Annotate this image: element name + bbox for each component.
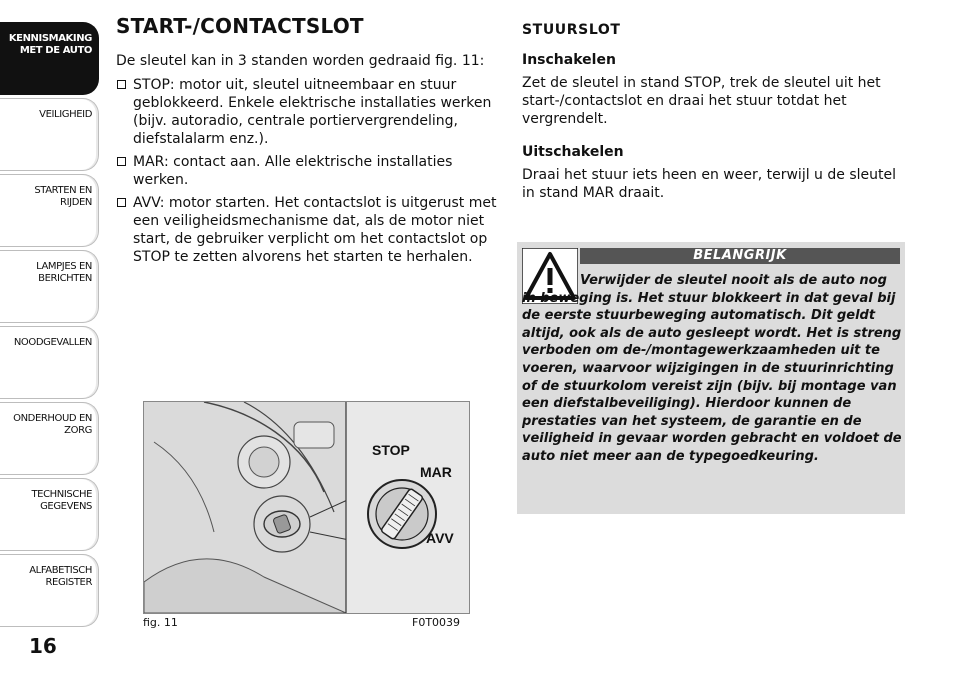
figure-caption: fig. 11 (143, 616, 178, 629)
section-title: STUURSLOT (522, 22, 621, 38)
tab-noodgevallen[interactable]: NOODGEVALLEN (0, 326, 99, 399)
subheading-uitschakelen: Uitschakelen (522, 144, 624, 160)
tab-lampjes-en-berichten[interactable]: LAMPJES EN BERICHTEN (0, 250, 99, 323)
ignition-figure (143, 401, 470, 614)
list-item (116, 153, 498, 189)
key-label-mar: MAR (420, 464, 452, 480)
checkbox-bullet-icon (117, 157, 126, 166)
list-item-text: STOP: motor uit, sleutel uitneembaar en stuur geblokkeerd. Enkele elektrische installaties werken (bijv. autoradio, centrale portiervergrendeling, diefstalalarm enz.). (133, 77, 492, 147)
list-item-text: MAR: contact aan. Alle elektrische installaties werken. (133, 154, 453, 188)
key-positions-list (116, 76, 498, 266)
ignition-illustration (144, 402, 469, 613)
tab-starten-en-rijden[interactable]: STARTEN EN RIJDEN (0, 174, 99, 247)
page-number: 16 (29, 634, 57, 658)
warning-text: Verwijder de sleutel nooit als de auto nog in beweging is. Het stuur blokkeert in dat geval bij de eerste stuurbeweging automatisch. Dit geldt altijd, ook als de auto gesleept wordt. Het is streng verboden om de-/montagewerkzaamheden uit te voeren, waarvoor wijzigingen in de stuurinrichting of de stuurkolom vereist zijn (bijv. bij montage van een diefstalbeveiliging). Hierdoor kunnen de prestaties van het systeem, de garantie en de veiligheid in gevaar worden gebracht en voldoet de auto niet meer aan de typegoedkeuring. (522, 273, 902, 464)
section-title: START-/CONTACTSLOT (116, 14, 364, 38)
tab-alfabetisch-register[interactable]: ALFABETISCH REGISTER (0, 554, 99, 627)
figure-code: F0T0039 (412, 616, 461, 629)
tab-kennismaking[interactable]: KENNISMAKING MET DE AUTO (0, 22, 99, 95)
checkbox-bullet-icon (117, 80, 126, 89)
key-label-avv: AVV (426, 530, 454, 546)
text-uitschakelen: Draai het stuur iets heen en weer, terwijl u de sleutel in stand MAR draait. (522, 167, 896, 201)
text-inschakelen: Zet de sleutel in stand STOP, trek de sleutel uit het start-/contactslot en draai het stuur totdat het vergrendelt. (522, 75, 881, 127)
list-item-text: AVV: motor starten. Het contactslot is uitgerust met een veiligheidsmechanisme dat, als de motor niet start, de gebruiker verplicht om het contactslot op STOP te zetten alvorens het starten te herhalen. (133, 195, 497, 265)
key-label-stop: STOP (372, 442, 410, 458)
steering-lock-section (522, 22, 912, 202)
warning-heading: BELANGRIJK (580, 248, 900, 264)
tab-veiligheid[interactable]: VEILIGHEID (0, 98, 99, 171)
list-item (116, 194, 498, 266)
ignition-section (116, 14, 498, 271)
subheading-inschakelen: Inschakelen (522, 52, 616, 68)
intro-text: De sleutel kan in 3 standen worden gedraaid fig. 11: (116, 53, 485, 69)
list-item (116, 76, 498, 148)
warning-box (517, 242, 905, 514)
tab-technische-gegevens[interactable]: TECHNISCHE GEGEVENS (0, 478, 99, 551)
checkbox-bullet-icon (117, 198, 126, 207)
tab-onderhoud-en-zorg[interactable]: ONDERHOUD EN ZORG (0, 402, 99, 475)
